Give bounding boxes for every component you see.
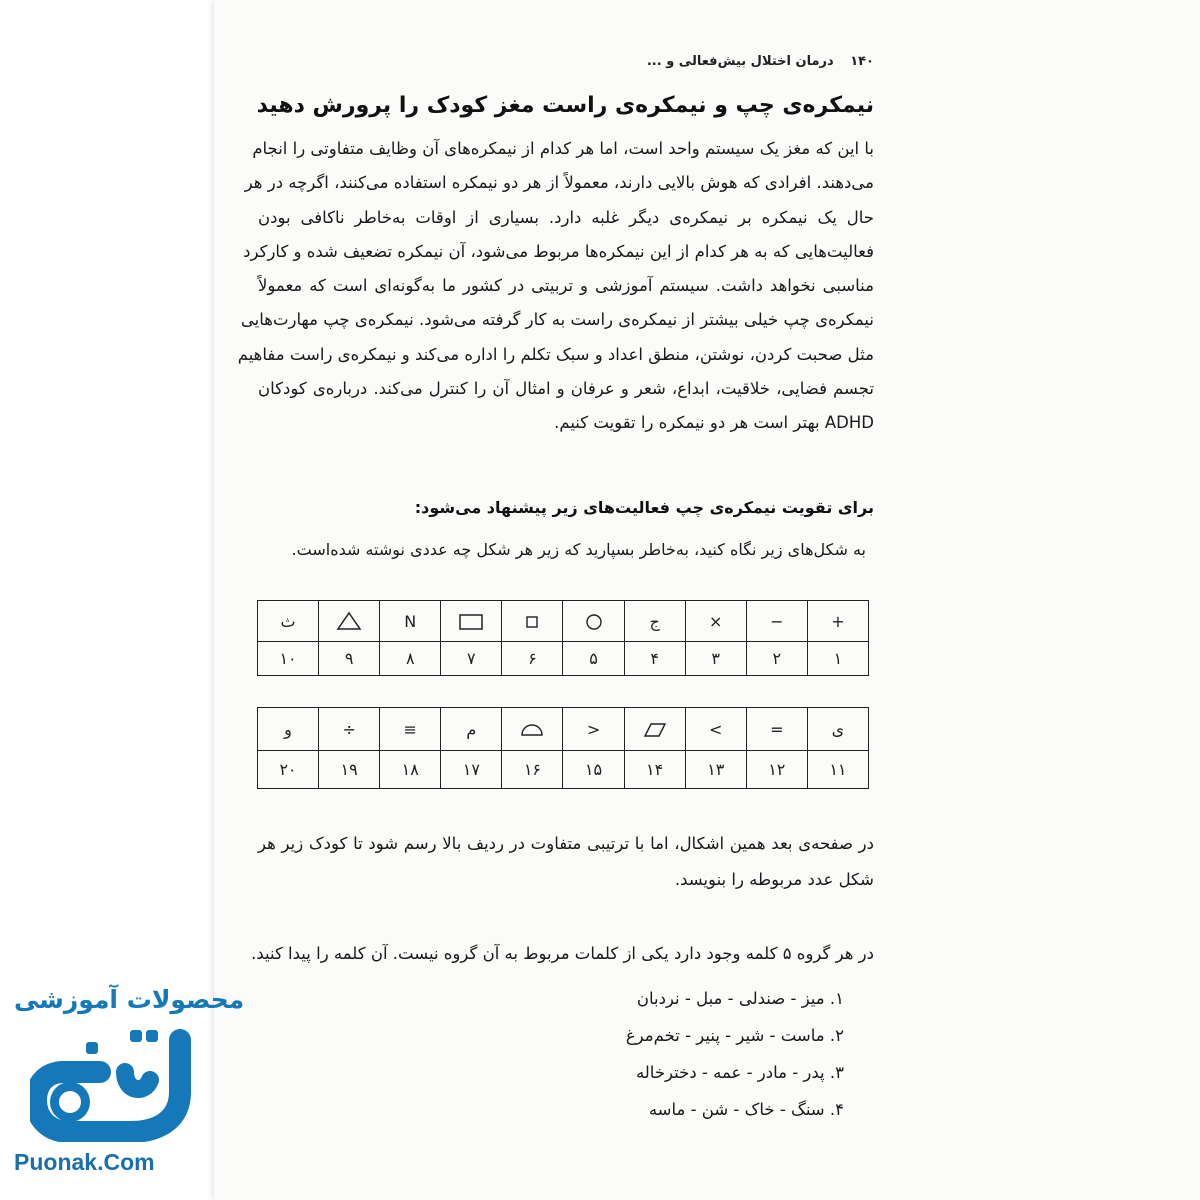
- list-item: ۳. پدر - مادر - عمه - دخترخاله: [635, 1063, 844, 1082]
- shape-number-table-2: [257, 707, 869, 789]
- symbol-cell: ≡: [380, 708, 441, 751]
- number-cell: ۱۸: [380, 751, 441, 789]
- parallelogram-icon: [624, 708, 685, 751]
- body-line: فعالیت‌هایی که به هر کدام از این نیمکره‌ها مربوط می‌شود، آن نیمکره تضعیف شده و کارکرد: [243, 241, 874, 261]
- number-cell: ۱۶: [502, 751, 563, 789]
- symbol-cell: +: [807, 601, 868, 642]
- number-cell: ۱۷: [441, 751, 502, 789]
- number-cell: ۱۱: [807, 751, 868, 789]
- symbol-cell: −: [746, 601, 807, 642]
- number-cell: ۱۲: [746, 751, 807, 789]
- list-item: ۴. سنگ - خاک - شن - ماسه: [648, 1100, 844, 1119]
- circle-icon: [563, 601, 624, 642]
- symbol-cell: N: [380, 601, 441, 642]
- running-header: [647, 54, 874, 69]
- number-row: [258, 751, 869, 789]
- symbol-cell: <: [685, 708, 746, 751]
- number-cell: ۷: [441, 642, 502, 676]
- section-title: نیمکره‌ی چپ و نیمکره‌ی راست مغز کودک را پرورش دهید: [256, 93, 874, 118]
- number-cell: ۳: [685, 642, 746, 676]
- running-title: درمان اختلال بیش‌فعالی و ...: [646, 54, 834, 69]
- number-cell: ۴: [624, 642, 685, 676]
- number-cell: ۲: [746, 642, 807, 676]
- rectangle-icon: [441, 601, 502, 642]
- list-item: ۲. ماست - شیر - پنیر - تخم‌مرغ: [625, 1026, 844, 1045]
- number-cell: ۱۹: [319, 751, 380, 789]
- next-page-instruction: [258, 826, 874, 898]
- body-line: می‌دهند. افرادی که هوش بالایی دارند، معمولاً از هر دو نیمکره استفاده می‌کنند، اگرچه در هر: [244, 173, 874, 193]
- number-cell: ۱۳: [685, 751, 746, 789]
- word-group-list: [544, 980, 844, 1128]
- puonak-logo-icon: [30, 1022, 220, 1142]
- number-cell: ۱: [807, 642, 868, 676]
- body-line: در صفحه‌ی بعد همین اشکال، اما با ترتیبی متفاوت در ردیف بالا رسم شود تا کودک زیر هر: [258, 834, 874, 853]
- number-cell: ۹: [319, 642, 380, 676]
- symbol-cell: ج: [624, 601, 685, 642]
- symbol-row: [258, 708, 869, 751]
- number-cell: ۱۴: [624, 751, 685, 789]
- body-line: با این که مغز یک سیستم واحد است، اما هر کدام از نیمکره‌های آن وظایف متفاوتی را انجام: [252, 139, 874, 158]
- symbol-cell: م: [441, 708, 502, 751]
- activity-heading: برای تقویت نیمکره‌ی چپ فعالیت‌های زیر پیشنهاد می‌شود:: [414, 498, 874, 517]
- symbol-cell: =: [746, 708, 807, 751]
- semicircle-icon: [502, 708, 563, 751]
- shape-number-table-1: [257, 600, 869, 676]
- instruction-text: به شکل‌های زیر نگاه کنید، به‌خاطر بسپارید که زیر هر شکل چه عددی نوشته شده‌است.: [291, 540, 866, 559]
- body-line: نیمکره‌ی چپ خیلی بیشتر از نیمکره‌ی راست به کار گرفته می‌شود. نیمکره‌ی چپ مهارت‌هایی: [240, 310, 874, 330]
- number-cell: ۱۰: [258, 642, 319, 676]
- body-line: مثل صحبت کردن، نوشتن، منطق اعداد و سبک تکلم را اداره می‌کند و نیمکره‌ی راست مفاهیم: [237, 344, 874, 364]
- body-line: تجسم فضایی، خلاقیت، ابداع، شعر و عرفان و امثال آن را کنترل می‌کند. درباره‌ی کودکان: [258, 379, 874, 399]
- number-row: [258, 642, 869, 676]
- page-number: ۱۴۰: [850, 54, 874, 69]
- number-cell: ۵: [563, 642, 624, 676]
- word-groups-intro: در هر گروه ۵ کلمه وجود دارد یکی از کلمات مربوط به آن گروه نیست. آن کلمه را پیدا کنید.: [251, 944, 874, 963]
- body-line: ADHD بهتر است هر دو نیمکره را تقویت کنیم.: [554, 413, 874, 433]
- number-cell: ۶: [502, 642, 563, 676]
- number-cell: ۲۰: [258, 751, 319, 789]
- body-line: مناسبی نخواهد داشت. سیستم آموزشی و تربیتی در کشور ما به‌گونه‌ای است که معمولاً: [258, 276, 874, 296]
- triangle-icon: [319, 601, 380, 642]
- body-line: حال یک نیمکره بر نیمکره‌ی دیگر غلبه دارد. بسیاری از اوقات به‌خاطر ناکافی بودن: [258, 207, 874, 227]
- symbol-cell: ×: [685, 601, 746, 642]
- body-paragraph: [237, 132, 874, 441]
- watermark-tagline: محصولات آموزشی: [14, 985, 245, 1014]
- symbol-cell: >: [563, 708, 624, 751]
- body-line: شکل عدد مربوطه را بنویسد.: [674, 870, 874, 889]
- number-cell: ۸: [380, 642, 441, 676]
- number-cell: ۱۵: [563, 751, 624, 789]
- symbol-cell: ث: [258, 601, 319, 642]
- symbol-cell: ÷: [319, 708, 380, 751]
- symbol-cell: و: [258, 708, 319, 751]
- list-item: ۱. میز - صندلی - مبل - نردبان: [636, 989, 844, 1008]
- symbol-cell: ی: [807, 708, 868, 751]
- watermark-site: Puonak.Com: [14, 1149, 155, 1175]
- small-square-icon: [502, 601, 563, 642]
- symbol-row: [258, 601, 869, 642]
